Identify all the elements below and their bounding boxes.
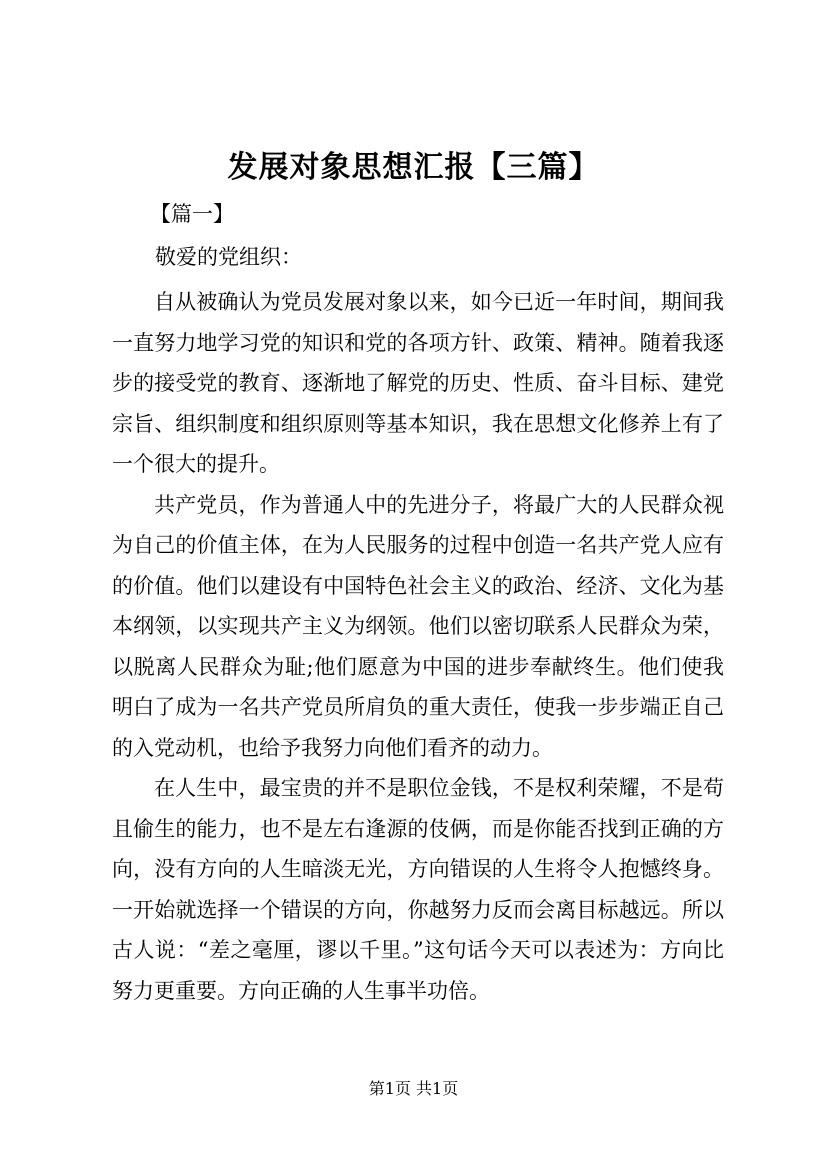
document-title: 发展对象思想汇报【三篇】 [227,150,600,185]
section-heading: 【篇一】 [150,202,234,226]
paragraph-3: 在人生中，最宝贵的并不是职位金钱，不是权利荣耀，不是苟且偷生的能力，也不是左右逢源的伎俩，而是你能否找到正确的方向，没有方向的人生暗淡无光，方向错误的人生将令人抱憾终身。一开始就选择一个错误的方向，你越努力反而会离目标越远。所以古人说：“差之毫厘，谬以千里。”这句话今天可以表述为：方向比努力更重要。方向正确的人生事半功倍。 [112,776,724,1003]
paragraph-1: 自从被确认为党员发展对象以来，如今已近一年时间，期间我一直努力地学习党的知识和党的各项方针、政策、精神。随着我逐步的接受党的教育、逐渐地了解党的历史、性质、奋斗目标、建党宗旨、组织制度和组织原则等基本知识，我在思想文化修养上有了一个很大的提升。 [112,290,724,476]
page-footer: 第1页 共1页 [368,1079,459,1098]
paragraph-2: 共产党员，作为普通人中的先进分子，将最广大的人民群众视为自己的价值主体，在为人民服务的过程中创造一名共产党人应有的价值。他们以建设有中国特色社会主义的政治、经济、文化为基本纲领，以实现共产主义为纲领。他们以密切联系人民群众为荣，以脱离人民群众为耻;他们愿意为中国的进步奉献终生。他们使我明白了成为一名共产党员所肩负的重大责任，使我一步步端正自己的入党动机，也给予我努力向他们看齐的动力。 [112,492,724,760]
salutation: 敬爱的党组织： [155,245,302,269]
body-text [112,282,724,1011]
